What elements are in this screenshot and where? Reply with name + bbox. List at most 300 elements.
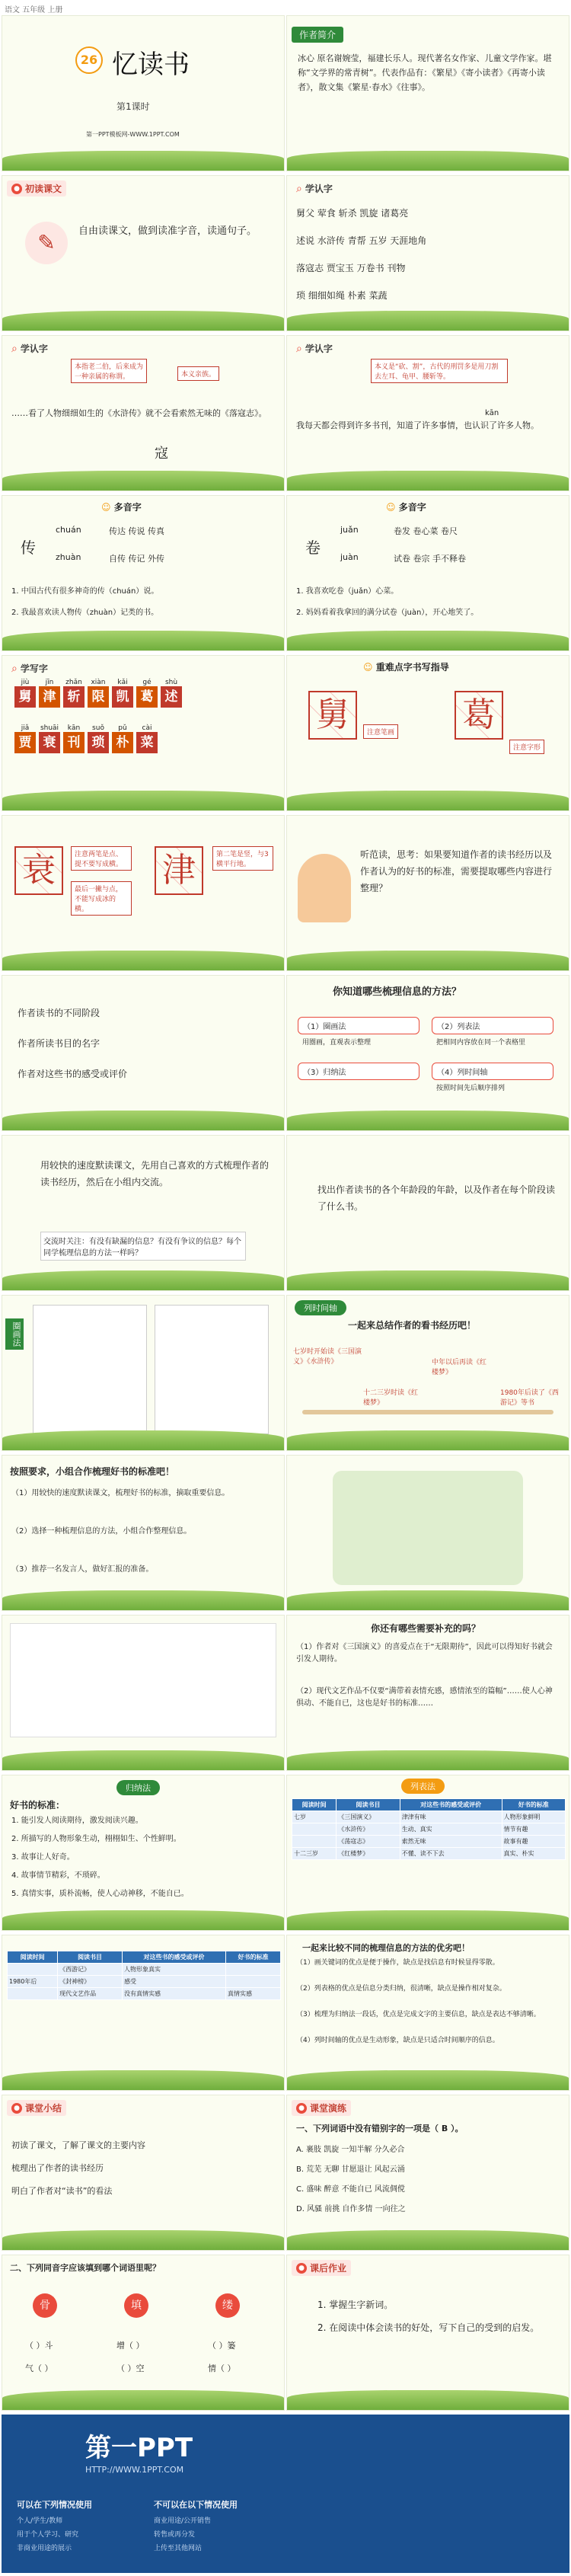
table-header-cell: 阅读书目 [337, 1799, 400, 1811]
discussion-note: 交流时关注：有没有缺漏的信息？有没有争议的信息？每个同学梳理信息的方法一样吗？ [40, 1232, 246, 1261]
grass-decoration [2, 2070, 284, 2090]
char-tile: 述 [161, 686, 182, 708]
write-cell [86, 679, 110, 708]
slide-title[interactable] [2, 15, 285, 171]
section-header [292, 27, 343, 43]
grass-decoration [287, 2230, 569, 2250]
grass-decoration [287, 471, 569, 491]
header-title: 课后作业 [310, 2263, 347, 2274]
table-header-cell: 对这些书的感受或评价 [122, 1951, 225, 1964]
header-title: 课堂演练 [310, 2103, 347, 2114]
supplement-2: （2）现代文艺作品不仅要“满带着表情充感，感情浓至的篇幅”……使人心神俱动、不能自已，这也是好书的标准…… [296, 1687, 553, 1708]
slide-exercise[interactable] [286, 2095, 569, 2251]
text-page-image [33, 1305, 147, 1434]
footer-col-1-item: 个人/学生/教师 [17, 2517, 63, 2525]
reading-1-words: 卷发 卷心菜 卷尺 [394, 526, 458, 536]
table-cell: 没有真情实感 [122, 1988, 225, 2000]
write-cell [135, 679, 159, 708]
slide-table-method-2[interactable] [2, 1935, 285, 2091]
option-d[interactable]: D. 风骚 前挑 自作多情 一向往之 [296, 2205, 406, 2213]
method-4-note: 按照时间先后顺序排列 [436, 1085, 506, 1092]
grass-decoration [287, 2070, 569, 2090]
pinyin: suǒ [92, 724, 104, 732]
write-cell [86, 724, 110, 753]
write-row-2 [13, 724, 159, 753]
grass-decoration [2, 791, 284, 810]
supplement-1: （1）作者对《三国演义》的喜爱点在于“无限期待”，因此可以得知好书就会引发人期待。 [296, 1643, 553, 1664]
pinyin: jiǎ [21, 724, 30, 732]
table-cell: 十二三岁 [292, 1848, 337, 1860]
reading-1-pinyin: chuán [56, 525, 81, 535]
grass-decoration [287, 951, 569, 970]
slide-supplement[interactable] [286, 1615, 569, 1771]
exercise-question: 一、下列词语中没有错别字的一项是（ B ）。 [296, 2124, 464, 2133]
standard-5: 5. 真情实事，质朴流畅，使人心动神移，不能自已。 [11, 1890, 189, 1898]
pinyin: kān [67, 724, 81, 732]
task-text: 用较快的速度默读课文，先用自己喜欢的方式梳理作者的读书经历，然后在小组内交流。 [40, 1160, 270, 1187]
section-header [7, 340, 53, 356]
char-tile: 凯 [112, 686, 133, 708]
note-bubble: 本义是“砍、割”，古代的刑罚多是用刀割去左耳、龟甲、腰斩等。 [371, 359, 508, 383]
footer-col-1-item: 用于个人学习、研究 [17, 2531, 79, 2539]
table-row [8, 1976, 281, 1988]
slide-homework[interactable] [286, 2255, 569, 2411]
footer-col-2-item: 商业用途/公开销售 [154, 2517, 212, 2525]
table-cell: 1980年后 [8, 1976, 58, 1988]
slide-question[interactable] [286, 815, 569, 971]
section-header [292, 181, 337, 197]
standard-2: 2. 所描写的人物形象生动，栩栩如生、个性鲜明。 [11, 1835, 181, 1843]
section-header [292, 2260, 351, 2276]
table-header-cell: 好书的标准 [225, 1951, 280, 1964]
grass-decoration [287, 1750, 569, 1770]
blank-6[interactable]: 情（ ） [208, 2363, 236, 2373]
slide-learn-chars-2[interactable] [2, 335, 285, 491]
table-header-cell: 对这些书的感受或评价 [400, 1799, 502, 1811]
pinyin: zhǎn [65, 679, 82, 686]
period-label: 第1课时 [116, 101, 150, 112]
compare-1: （1）画关键词的优点是便于操作，缺点是找信息有时候显得零散。 [296, 1959, 499, 1967]
header-title: 课堂小结 [25, 2103, 62, 2114]
table-cell: 真情实感 [225, 1988, 280, 2000]
induction-button[interactable]: 归纳法 [116, 1780, 160, 1795]
grass-decoration [287, 1111, 569, 1130]
table-cell: 现代文艺作品 [58, 1988, 123, 2000]
example-1: 1. 中国古代有很多神奇的传（chuán）说。 [11, 587, 159, 596]
table-row [8, 1988, 281, 2000]
example-2: 2. 妈妈看着我拿回的满分试卷（juàn），开心地笑了。 [296, 609, 479, 617]
grass-decoration [2, 2230, 284, 2250]
table-row [292, 1836, 566, 1848]
grass-decoration [2, 1590, 284, 1610]
table-header-row [8, 1951, 281, 1964]
point-2: 作者所读书目的名字 [18, 1038, 100, 1049]
slide-circle-method[interactable] [2, 1295, 285, 1451]
table-cell: 真实、朴实 [502, 1848, 565, 1860]
note-bubble-1: 本指老二伯，后来成为一种亲属的称谓。 [71, 359, 147, 383]
table-row [292, 1811, 566, 1823]
example-sentence: ……看了人物细细如生的《水浒传》就不会看索然无味的《落寇志》。 [11, 408, 267, 418]
child-illustration [298, 854, 351, 922]
table-cell [225, 1976, 280, 1988]
table-row [292, 1823, 566, 1836]
bullet-icon: ● [11, 184, 22, 194]
table-cell [225, 1964, 280, 1976]
subject-label: 语文 五年级 上册 [5, 6, 63, 14]
footer-col-1-item: 非商业用途的展示 [17, 2545, 72, 2552]
practice-char-1: 衰 [14, 846, 63, 895]
reading-table [292, 1798, 566, 1860]
header-title: 学认字 [305, 184, 333, 194]
char-option-3[interactable]: 缕 [215, 2293, 240, 2318]
table-cell: 《荡寇志》 [337, 1836, 400, 1848]
slide-compare-methods[interactable] [286, 1935, 569, 2091]
slide-learn-chars-3[interactable] [286, 335, 569, 491]
grass-decoration [2, 631, 284, 650]
tip-2: 第二笔是竖，与3横平行地。 [212, 846, 273, 871]
write-cell [13, 724, 37, 753]
char-tile: 津 [39, 686, 60, 708]
char-option-1[interactable]: 骨 [33, 2293, 57, 2318]
blank-1[interactable]: （ ）斗 [25, 2341, 53, 2351]
slide-find-ages[interactable] [286, 1135, 569, 1291]
grass-decoration [287, 151, 569, 171]
grass-decoration [2, 1910, 284, 1930]
quiz-title: 二、下列同音字应该填到哪个词语里呢？ [10, 2263, 161, 2273]
char-tile: 贾 [14, 732, 36, 753]
char-tile: 斩 [63, 686, 85, 708]
timeline-title: 一起来总结作者的看书经历吧！ [348, 1320, 477, 1331]
grass-decoration [287, 2390, 569, 2410]
homework-1: 1. 掌握生字新词。 [317, 2300, 394, 2310]
write-cell [13, 679, 37, 708]
footer-col-1-title: 可以在下列情况使用 [17, 2500, 92, 2510]
slide-book-standards-image[interactable] [286, 1455, 569, 1611]
option-b[interactable]: B. 荒芜 无聊 甘愿退让 风起云涌 [296, 2165, 405, 2174]
smile-icon: ☺ [386, 502, 396, 513]
pinyin: cài [142, 724, 152, 732]
reading-illustration [333, 1471, 523, 1585]
header-title: 学认字 [20, 344, 48, 354]
timeline-button[interactable]: 列时间轴 [295, 1300, 346, 1315]
table-cell: 《三国演义》 [337, 1811, 400, 1823]
search-icon: ⌕ [11, 662, 18, 675]
search-icon: ⌕ [11, 342, 18, 355]
table-cell: 《西游记》 [58, 1964, 123, 1976]
blank-3[interactable]: （ ）篓 [208, 2341, 236, 2351]
grass-decoration [287, 311, 569, 331]
method-4[interactable]: （4）列时间轴 [432, 1063, 553, 1080]
reading-2-pinyin: juàn [340, 552, 359, 562]
timeline-item-4: 1980年后读了《西游记》等书 [500, 1389, 559, 1407]
grass-decoration [287, 1910, 569, 1930]
section-header [7, 2100, 66, 2116]
table-cell: 故事有趣 [502, 1836, 565, 1848]
char-tile: 限 [88, 686, 109, 708]
footer-col-2-item: 转售或再分发 [154, 2531, 196, 2539]
smile-icon: ☺ [363, 662, 373, 673]
method-1-note: 用圈画，直观表示整理 [302, 1039, 372, 1047]
table-cell: 感受 [122, 1976, 225, 1988]
table-cell: 《封神榜》 [58, 1976, 123, 1988]
bullet-icon: ● [296, 2103, 307, 2114]
option-c[interactable]: C. 盛味 醉意 不能自已 风流倜傥 [296, 2185, 405, 2194]
reading-2-pinyin: zhuàn [56, 552, 81, 562]
char-row-1: 舅父 荤食 斩杀 凯旋 诸葛亮 [296, 208, 409, 219]
pinyin: kǎi [117, 679, 128, 686]
grass-decoration [287, 1430, 569, 1450]
example-1: 1. 我喜欢吃卷（juǎn）心菜。 [296, 587, 399, 596]
table-row [292, 1848, 566, 1860]
blank-5[interactable]: （ ）空 [116, 2363, 145, 2373]
slide-polyphonic-2[interactable] [286, 495, 569, 651]
grass-decoration [2, 1750, 284, 1770]
char-tile: 衰 [39, 732, 60, 753]
pinyin: gé [142, 679, 152, 686]
grass-decoration [287, 791, 569, 810]
slide-group-work[interactable] [2, 1455, 285, 1611]
timeline-item-1: 七岁时开始读《三国演义》《水浒传》 [293, 1348, 362, 1366]
table-header-row [292, 1799, 566, 1811]
section-header [7, 181, 66, 197]
pinyin: shuāi [40, 724, 59, 732]
reading-table-2 [7, 1951, 281, 2000]
supplement-title: 你还有哪些需要补充的吗？ [371, 1623, 481, 1634]
slide-key-chars[interactable] [286, 655, 569, 811]
timeline-item-3: 中年以后再读《红楼梦》 [432, 1359, 487, 1376]
compare-2: （2）列表格的优点是信息分类归纳，很清晰，缺点是操作相对复杂。 [296, 1985, 506, 1993]
standard-3: 3. 故事让人好奇。 [11, 1853, 75, 1862]
table-cell: 七岁 [292, 1811, 337, 1823]
grass-decoration [2, 1270, 284, 1290]
tip-3: 最后一撇与点，不能写成冰的横。 [71, 881, 132, 916]
grass-decoration [2, 1111, 284, 1130]
section-header [292, 2100, 351, 2116]
lesson-title: 忆读书 [112, 50, 190, 80]
methods-title: 你知道哪些梳理信息的方法？ [333, 986, 462, 998]
point-3: 作者对这些书的感受或评价 [18, 1069, 128, 1079]
method-2[interactable]: （2）列表法 [432, 1017, 553, 1034]
slide-learn-write[interactable] [2, 655, 285, 811]
table-cell: 情节有趣 [502, 1823, 565, 1836]
method-1[interactable]: （1）圈画法 [298, 1017, 419, 1034]
grass-decoration [287, 631, 569, 650]
method-label: 圈画法 [5, 1318, 24, 1350]
footer [2, 2415, 569, 2573]
pencil-icon: ✎ [25, 222, 68, 264]
blank-4[interactable]: 气（ ） [25, 2363, 53, 2373]
write-cell [135, 724, 159, 753]
slide-author-intro[interactable] [286, 15, 569, 171]
grass-decoration [2, 1430, 284, 1450]
author-intro-text: 冰心 原名谢婉莹，福建长乐人。现代著名女作家、儿童文学作家。堪称“文学界的常青树”。代表作品有：《繁星》《寄小读者》《再寄小读者》，散文集《繁星·春水》《往事》。 [298, 53, 552, 92]
header-title: 学认字 [305, 344, 333, 354]
grass-decoration [2, 471, 284, 491]
heading-text: 多音字 [113, 502, 142, 513]
table-cell: 生动、真实 [400, 1823, 502, 1836]
footer-col-2-item: 上传至其他网站 [154, 2545, 203, 2552]
bullet-icon: ● [296, 2263, 307, 2274]
compare-4: （4）列时间轴的优点是生动形象，缺点是只适合时间顺序的信息。 [296, 2037, 499, 2044]
slide-table-method[interactable] [286, 1775, 569, 1931]
char-tile: 舅 [14, 686, 36, 708]
table-cell [292, 1823, 337, 1836]
pinyin-label: kān [485, 409, 499, 417]
bullet-icon: ● [11, 2103, 22, 2114]
timeline-path [302, 1410, 553, 1414]
reading-1-words: 传达 传说 传真 [109, 526, 164, 536]
group-step-1: （1）用较快的速度默读课文，梳理好书的标准，摘取重要信息。 [11, 1489, 230, 1497]
slide-heading [101, 500, 142, 513]
table-row [8, 1964, 281, 1976]
slide-text-excerpt[interactable] [2, 1615, 285, 1771]
timeline-item-2: 十二三岁时读《红楼梦》 [363, 1389, 419, 1407]
table-cell: 不懂、读不下去 [400, 1848, 502, 1860]
grass-decoration [2, 311, 284, 331]
table-cell [292, 1836, 337, 1848]
author-intro-title: 作者简介 [299, 30, 337, 40]
char-tile: 菜 [136, 732, 158, 753]
table-header-cell: 好书的标准 [502, 1799, 565, 1811]
blank-2[interactable]: 增（ ） [116, 2341, 145, 2351]
compare-title: 一起来比较不同的梳理信息的方法的优劣吧！ [302, 1943, 470, 1953]
first-read-text: 自由读课文，做到读准字音，读通句子。 [78, 225, 257, 237]
heading-text: 重难点字书写指导 [375, 662, 449, 673]
write-cell [159, 679, 183, 708]
header-title: 初读课文 [25, 184, 62, 194]
slide-key-chars-2[interactable] [2, 815, 285, 971]
table-button[interactable]: 列表法 [401, 1779, 445, 1794]
table-cell: 人物形象鲜明 [502, 1811, 565, 1823]
grass-decoration [287, 1590, 569, 1610]
group-step-3: （3）推荐一名发言人，做好汇报的准备。 [11, 1565, 154, 1574]
lesson-number-badge: 26 [75, 46, 103, 74]
slide-timeline[interactable] [286, 1295, 569, 1451]
slide-polyphonic-1[interactable] [2, 495, 285, 651]
standard-1: 1. 能引发人阅读期待，激发阅读兴趣。 [11, 1817, 143, 1825]
char-tile: 葛 [136, 686, 158, 708]
table-cell: 津津有味 [400, 1811, 502, 1823]
footer-url[interactable]: HTTP://WWW.1PPT.COM [85, 2465, 184, 2475]
write-cell [62, 679, 86, 708]
pinyin: xiàn [91, 679, 106, 686]
tip-1: 注意笔画 [363, 724, 398, 739]
pinyin: jiù [21, 679, 30, 686]
compare-3: （3）梳理为归纳法一段话，优点是完成文字的主要信息，缺点是表达不够清晰。 [296, 2011, 541, 2018]
grass-decoration [2, 951, 284, 970]
slide-learn-chars-1[interactable] [286, 175, 569, 331]
section-header [7, 660, 53, 676]
grass-decoration [287, 1270, 569, 1290]
search-icon: ⌕ [296, 182, 302, 195]
write-cell [37, 679, 62, 708]
method-2-note: 把相同内容放在同一个表格里 [436, 1039, 526, 1047]
write-cell [37, 724, 62, 753]
char-option-2[interactable]: 填 [124, 2293, 148, 2318]
practice-char-2: 津 [155, 846, 203, 895]
slide-heading [363, 660, 449, 673]
pinyin: jīn [45, 679, 54, 686]
summary-3: 明白了作者对“读书”的看法 [11, 2186, 113, 2196]
summary-1: 初读了课文，了解了课文的主要内容 [11, 2140, 145, 2150]
char-row-4: 琐 细细如绳 朴素 菜蔬 [296, 290, 388, 301]
main-char: 传 [21, 539, 36, 557]
header-title: 学写字 [20, 663, 48, 674]
reading-2-words: 自传 传记 外传 [109, 554, 164, 564]
slide-first-read[interactable] [2, 175, 285, 331]
group-title: 按照要求，小组合作梳理好书的标准吧！ [10, 1466, 175, 1477]
slide-class-summary[interactable] [2, 2095, 285, 2251]
standard-4: 4. 故事情节精彩，不琐碎。 [11, 1871, 105, 1880]
table-cell: 《水浒传》 [337, 1823, 400, 1836]
main-char: 卷 [305, 539, 321, 557]
slide-reading-points[interactable] [2, 975, 285, 1131]
search-icon: ⌕ [296, 342, 302, 355]
slide-silent-read[interactable] [2, 1135, 285, 1291]
homework-2: 2. 在阅读中体会读书的好处，写下自己的受到的启发。 [317, 2322, 540, 2333]
table-header-cell: 阅读时间 [8, 1951, 58, 1964]
table-cell [8, 1964, 58, 1976]
char-row-2: 述说 水浒传 青帮 五岁 天涯地角 [296, 235, 427, 246]
excerpt-box [10, 1623, 276, 1737]
note-bubble-2: 本义亲族。 [177, 366, 219, 381]
table-cell: 人物形象真实 [122, 1964, 225, 1976]
table-cell: 《红楼梦》 [337, 1848, 400, 1860]
tip-2: 注意字形 [509, 740, 544, 754]
char-row-3: 落寇志 贾宝玉 万卷书 刊物 [296, 263, 406, 273]
write-cell [110, 679, 135, 708]
slide-induction[interactable] [2, 1775, 285, 1931]
pinyin: shù [164, 679, 178, 686]
slide-homophone-quiz[interactable] [2, 2255, 285, 2411]
example-2: 2. 我最喜欢读人物传（zhuàn）记类的书。 [11, 609, 159, 617]
table-header-cell: 阅读书目 [58, 1951, 123, 1964]
write-row-1 [13, 679, 183, 708]
heading-text: 多音字 [398, 502, 426, 513]
method-3[interactable]: （3）归纳法 [298, 1063, 419, 1080]
smile-icon: ☺ [101, 502, 111, 513]
focus-char: 寇 [155, 446, 168, 462]
reading-2-words: 试卷 卷宗 手不释卷 [394, 554, 466, 564]
footer-logo: 第一PPT [85, 2433, 193, 2463]
practice-char-2: 葛 [455, 691, 503, 740]
table-header-cell: 阅读时间 [292, 1799, 337, 1811]
section-header [292, 340, 337, 356]
practice-char-1: 舅 [308, 691, 357, 740]
task-text: 找出作者读书的各个年龄段的年龄，以及作者在每个阶段读了什么书。 [317, 1184, 556, 1212]
footer-col-2-title: 不可以在以下情况使用 [154, 2500, 238, 2510]
char-tile: 琐 [88, 732, 109, 753]
tip-1: 注意两笔是点、提不要写成横。 [71, 846, 132, 871]
grass-decoration [2, 2390, 284, 2410]
standards-title: 好书的标准： [10, 1800, 65, 1811]
table-cell: 索然无味 [400, 1836, 502, 1848]
point-1: 作者读书的不同阶段 [18, 1008, 100, 1018]
summary-2: 梳理出了作者的读书经历 [11, 2163, 104, 2173]
write-cell [110, 724, 135, 753]
text-page-image-2 [155, 1305, 269, 1434]
slide-heading [386, 500, 426, 513]
pinyin: pǔ [118, 724, 127, 732]
table-cell [8, 1988, 58, 2000]
question-text: 听范读，思考：如果要知道作者的读书经历以及作者认为的好书的标准，需要提取哪些内容进行整理？ [360, 849, 553, 893]
slide-methods[interactable] [286, 975, 569, 1131]
option-a[interactable]: A. 裹肢 凯旋 一知半解 分久必合 [296, 2146, 405, 2154]
char-tile: 刊 [63, 732, 85, 753]
example-sentence: 我每天都会得到许多书刊，知道了许多事情，也认识了许多人物。 [296, 420, 539, 430]
site-text: 第一PPT模板网-WWW.1PPT.COM [86, 131, 180, 138]
group-step-2: （2）选择一种梳理信息的方法，小组合作整理信息。 [11, 1527, 192, 1536]
